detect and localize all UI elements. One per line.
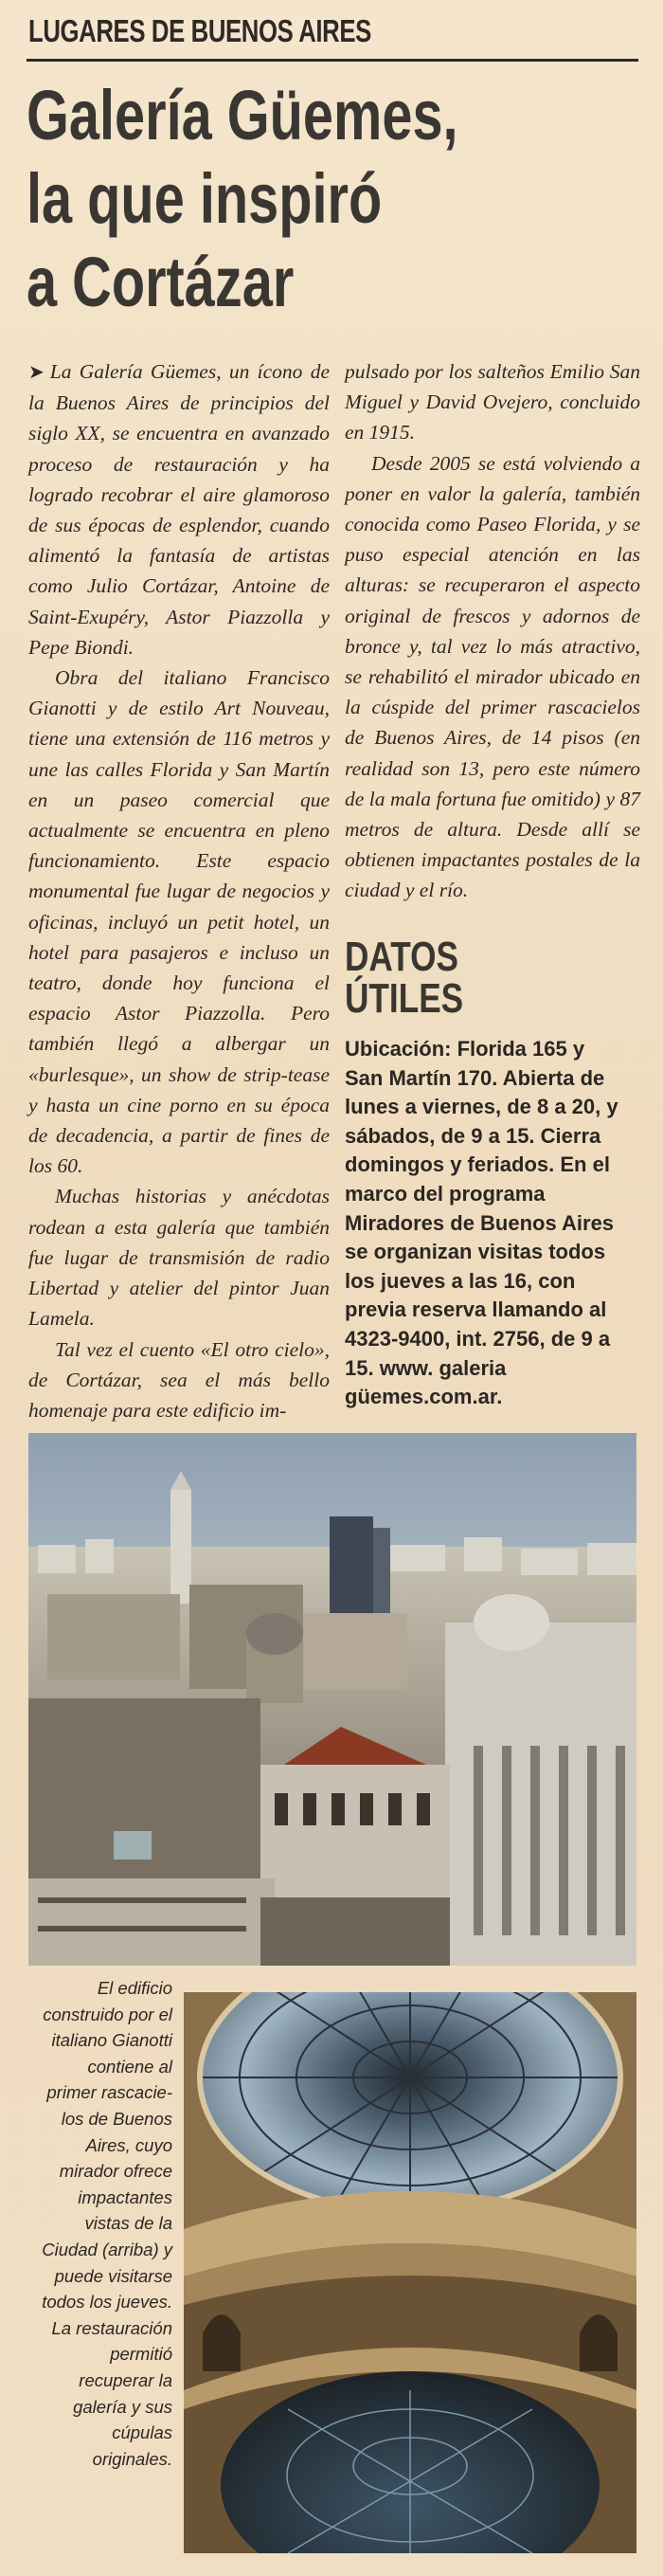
headline (27, 74, 663, 324)
datos-line: San Martín 170. Abierta de (345, 1065, 605, 1090)
arrowhead-icon: ➤ (28, 362, 45, 383)
article-column-right (345, 356, 640, 906)
article-paragraph: Desde 2005 se está volviendo a poner en valor la galería, también conocida como Paseo Florida, y se puso especial atención en las alturas: se recuperaron el aspecto original de frescos y adornos de bronce y, tal vez lo más atractivo, se rehabilitó el mirador ubicado en la cúspide del primer rascacielos de Buenos Aires, de 14 pisos (en realidad son 13, pero este número de la mala fortuna fue omitido) y 87 metros de altura. Desde allí se obtienen impactantes postales de la ciudad y el río. (345, 451, 640, 902)
datos-line: lunes a viernes, de 8 a 20, y (345, 1095, 618, 1119)
caption-line: construido por el (43, 2004, 172, 2024)
caption-line: La restauración (51, 2317, 172, 2338)
caption-line: Aires, cuyo (85, 2134, 172, 2155)
caption-line: cúpulas (112, 2422, 172, 2443)
caption-line: todos los jueves. (42, 2292, 172, 2313)
article-column-left (28, 356, 330, 1425)
datos-utiles-heading (345, 936, 463, 1020)
datos-line: 15. www. galeria (345, 1355, 507, 1380)
datos-line: sábados, de 9 a 15. Cierra (345, 1123, 601, 1148)
datos-line: domingos y feriados. En el (345, 1152, 610, 1177)
caption-line: impactantes (78, 2186, 172, 2207)
datos-line: los jueves a las 16, con (345, 1268, 576, 1293)
article-paragraph: Obra del italiano Francisco Gianotti y de estilo Art Nouveau, tiene una extensión de 116 metros y une las calles Florida y San Martín en un paseo comercial que actualmente se encuentra en pleno funcionamiento. Este espacio monumental fue lugar de negocios y oficinas, incluyó un petit hotel, un hotel para pasajeros e incluso un teatro, donde hoy funciona el espacio Astor Piazzolla. Pero también llegó a albergar un «burlesque», un show de strip-tease y hasta un cine porno en su época de decadencia, a partir de fines de los 60. (28, 666, 330, 1178)
caption-line: El edificio (97, 1978, 172, 1998)
caption-line: Ciudad (arriba) y (42, 2239, 172, 2259)
caption-line: mirador ofrece (59, 2161, 172, 2182)
headline-line: la que inspiró (27, 159, 383, 238)
caption-line: permitió (110, 2344, 172, 2365)
article-paragraph: Tal vez el cuento «El otro cielo», de Cortázar, sea el más bello homenaje para este edificio im- (28, 1337, 330, 1422)
article-paragraph: Muchas historias y anécdotas rodean a esta galería que también fue lugar de transmisión de radio Libertad y atelier del pintor Juan Lamela. (28, 1185, 330, 1331)
datos-line: Miradores de Buenos Aires (345, 1210, 615, 1235)
section-label: LUGARES DE BUENOS AIRES (28, 13, 371, 48)
headline-line: Galería Güemes, (27, 76, 458, 154)
datos-utiles-text (345, 1035, 654, 1412)
datos-line: 4323-9400, int. 2756, de 9 a (345, 1326, 611, 1351)
datos-heading-line: DATOS (345, 934, 458, 980)
headline-line: a Cortázar (27, 243, 295, 321)
datos-line: Ubicación: Florida 165 y (345, 1037, 585, 1061)
caption-line: los de Buenos (61, 2108, 172, 2129)
city-skyline-photo (28, 1433, 636, 1966)
datos-line: güemes.com.ar. (345, 1385, 503, 1409)
caption-line: contiene al (87, 2056, 172, 2077)
caption-line: recuperar la (79, 2369, 172, 2390)
caption-line: originales. (92, 2448, 172, 2469)
datos-line: previa reserva llamando al (345, 1297, 607, 1322)
article-paragraph: pulsado por los salteños Emilio San Miguel y David Ovejero, concluido en 1915. (345, 360, 640, 444)
photo-caption (28, 1975, 172, 2472)
caption-line: puede visitarse (54, 2265, 172, 2286)
dome-interior-photo (184, 1992, 636, 2553)
article-paragraph (28, 356, 330, 662)
datos-line: se organizan visitas todos (345, 1240, 606, 1264)
section-rule (27, 59, 638, 62)
caption-line: galería y sus (73, 2396, 172, 2417)
datos-heading-line: ÚTILES (345, 975, 464, 1022)
datos-line: marco del programa (345, 1181, 546, 1206)
caption-line: vistas de la (84, 2213, 172, 2234)
caption-line: primer rascacie- (46, 2082, 172, 2103)
article-paragraph-text: La Galería Güemes, un ícono de la Buenos Aires de principios del siglo XX, se encuentra en avanzado proceso de restauración y ha logrado recobrar el aire glamoroso de sus épocas de esplendor, cuando alimentó la fantasía de artistas como Julio Cortázar, Antoine de Saint-Exupéry, Astor Piazzolla y Pepe Biondi. (28, 360, 330, 659)
caption-line: italiano Gianotti (51, 2030, 172, 2051)
